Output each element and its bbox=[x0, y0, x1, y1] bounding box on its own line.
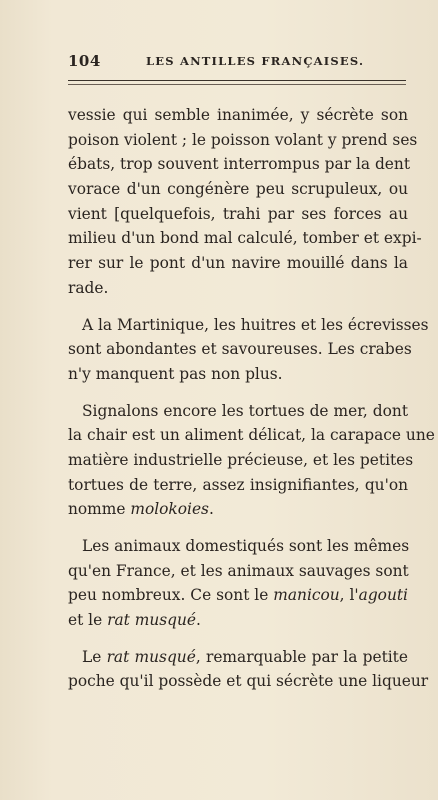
running-title: LES ANTILLES FRANÇAISES. bbox=[146, 54, 365, 68]
text-line bbox=[68, 608, 408, 633]
italic-term: rat musqué bbox=[107, 611, 196, 630]
text-line: rer sur le pont d'un navire mouillé dans la bbox=[68, 254, 408, 273]
header-rule-thin bbox=[68, 84, 406, 85]
text-fragment: nomme bbox=[68, 500, 131, 519]
text-line: matière industrielle précieuse, et les petites bbox=[68, 450, 414, 469]
text-line: poison violent ; le poisson volant y prend ses bbox=[68, 130, 418, 149]
body-text bbox=[68, 103, 435, 694]
text-line: qu'en France, et les animaux sauvages sont bbox=[68, 561, 409, 580]
text-line: tortues de terre, assez insignifiantes, qu'on bbox=[68, 475, 408, 494]
header-rule bbox=[68, 80, 406, 81]
page-number: 104 bbox=[68, 52, 101, 70]
paragraph-3 bbox=[68, 399, 435, 522]
text-line: vorace d'un congénère peu scrupuleux, ou bbox=[68, 180, 408, 199]
italic-term: manicou bbox=[273, 586, 340, 605]
text-line bbox=[68, 583, 408, 608]
text-line: milieu d'un bond mal calculé, tomber et expi- bbox=[68, 229, 422, 248]
paragraph-1 bbox=[68, 103, 422, 301]
text-line: sont abondantes et savoureuses. Les crabes bbox=[68, 340, 412, 359]
text-fragment: Le bbox=[82, 647, 107, 666]
italic-term: molokoies bbox=[130, 500, 209, 519]
paragraph-4 bbox=[68, 534, 408, 633]
text-line: vient [quelquefois, trahi par ses forces au bbox=[68, 204, 408, 223]
text-fragment: et le bbox=[68, 611, 108, 630]
text-line: poche qu'il possède et qui sécrète une liqueur bbox=[68, 672, 429, 691]
italic-term: rat musqué bbox=[106, 647, 196, 666]
text-fragment: peu nombreux. Ce sont le bbox=[68, 586, 274, 605]
text-line: ébats, trop souvent interrompus par la dent bbox=[68, 155, 411, 174]
text-fragment: , remarquable par la petite bbox=[195, 647, 408, 666]
text-line: n'y manquent pas non plus. bbox=[68, 364, 283, 383]
text-line: Les animaux domestiqués sont les mêmes bbox=[82, 537, 410, 555]
italic-term: agouti bbox=[358, 586, 408, 605]
text-line: A la Martinique, les huitres et les écrevisses bbox=[82, 315, 429, 334]
text-line: vessie qui semble inanimée, y sécrète son bbox=[68, 106, 408, 124]
text-fragment: . bbox=[196, 611, 201, 630]
paragraph-5 bbox=[68, 645, 429, 694]
text-fragment: . bbox=[208, 500, 214, 519]
page-header bbox=[68, 52, 408, 72]
text-fragment: , l' bbox=[339, 586, 359, 605]
text-line: Signalons encore les tortues de mer, dont bbox=[82, 401, 408, 420]
text-line bbox=[68, 497, 408, 522]
text-line: la chair est un aliment délicat, la carapace une bbox=[68, 426, 435, 445]
paragraph-2 bbox=[68, 313, 429, 387]
text-line bbox=[68, 645, 408, 670]
text-line: rade. bbox=[68, 278, 109, 297]
